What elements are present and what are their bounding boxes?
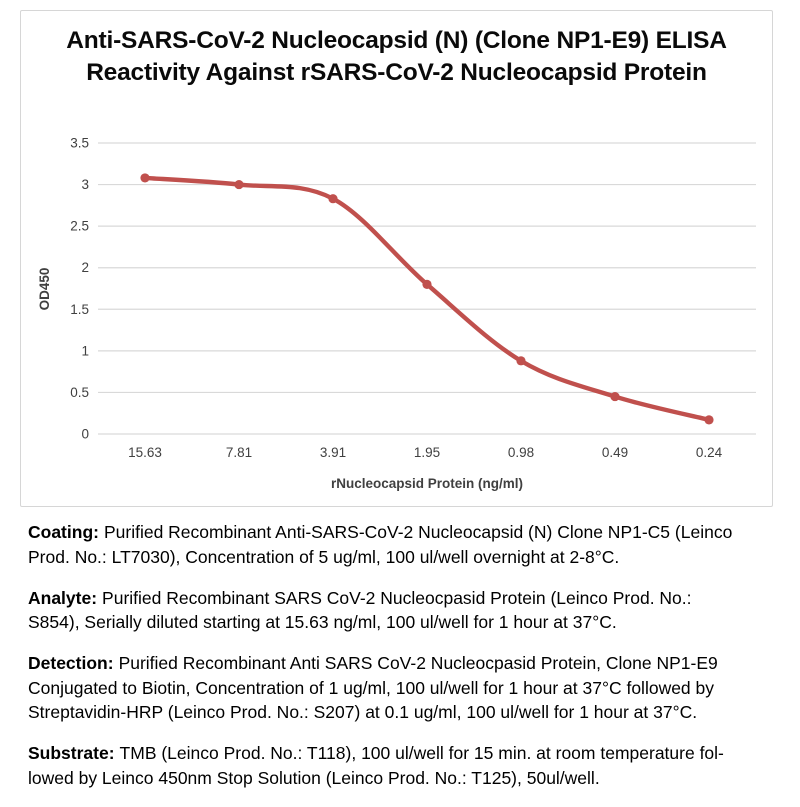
note-substrate bbox=[28, 741, 788, 790]
note-text: TMB (Leinco Prod. No.: T118), 100 ul/well for 15 min. at room temperature fol- bbox=[119, 743, 724, 763]
data-point-marker bbox=[704, 415, 713, 424]
y-tick-label: 3 bbox=[81, 177, 89, 193]
series-line bbox=[145, 178, 709, 420]
y-tick-label: 3.5 bbox=[70, 135, 89, 151]
note-text: Conjugated to Biotin, Concentration of 1 ug/ml, 100 ul/well for 1 hour at 37°C followed by bbox=[28, 677, 715, 698]
note-text: Purified Recombinant SARS CoV-2 Nucleocpasid Protein (Leinco Prod. No.: bbox=[102, 587, 692, 608]
y-tick-label: 0.5 bbox=[70, 384, 89, 400]
data-point-marker bbox=[140, 173, 149, 182]
data-point-marker bbox=[516, 356, 525, 365]
x-tick-label: 0.24 bbox=[695, 445, 723, 460]
x-tick-label: 7.81 bbox=[225, 445, 253, 460]
assay-notes bbox=[28, 520, 788, 807]
note-text: lowed by Leinco 450nm Stop Solution (Leinco Prod. No.: T125), 50ul/well. bbox=[28, 767, 600, 788]
note-label-detection: Detection: bbox=[28, 653, 114, 673]
y-tick-label: 2 bbox=[81, 260, 89, 276]
note-text: Prod. No.: LT7030), Concentration of 5 ug/ml, 100 ul/well overnight at 2-8°C. bbox=[28, 546, 620, 567]
y-tick-label: 1 bbox=[81, 343, 89, 359]
note-label-substrate: Substrate: bbox=[28, 743, 115, 763]
elisa-line-chart bbox=[21, 11, 774, 508]
y-axis-title: OD450 bbox=[37, 267, 52, 311]
chart-title-line1: Anti-SARS-CoV-2 Nucleocapsid (N) (Clone NP1-E9) ELISA bbox=[66, 27, 727, 54]
x-tick-label: 0.49 bbox=[601, 445, 629, 460]
x-tick-label: 0.98 bbox=[507, 445, 535, 460]
x-tick-label: 1.95 bbox=[413, 445, 441, 460]
y-tick-label: 0 bbox=[81, 426, 89, 442]
note-text: Streptavidin-HRP (Leinco Prod. No.: S207) at 0.1 ug/ml, 100 ul/well for 1 hour at 37°C. bbox=[28, 702, 698, 722]
note-detection bbox=[28, 651, 788, 725]
x-tick-label: 3.91 bbox=[319, 445, 347, 460]
note-label-coating: Coating: bbox=[28, 522, 99, 542]
note-text: Purified Recombinant Anti SARS CoV-2 Nucleocpasid Protein, Clone NP1-E9 bbox=[118, 653, 718, 673]
note-coating bbox=[28, 520, 788, 569]
data-point-marker bbox=[610, 392, 619, 401]
note-text: Purified Recombinant Anti-SARS-CoV-2 Nucleocapsid (N) Clone NP1-C5 (Leinco bbox=[103, 522, 733, 542]
note-label-analyte: Analyte: bbox=[28, 587, 98, 608]
y-tick-label: 1.5 bbox=[70, 301, 89, 317]
x-tick-label: 15.63 bbox=[128, 445, 162, 460]
data-point-marker bbox=[234, 180, 243, 189]
data-point-marker bbox=[422, 280, 431, 289]
elisa-figure-card bbox=[20, 10, 773, 507]
data-point-marker bbox=[328, 194, 337, 203]
y-tick-label: 2.5 bbox=[70, 218, 89, 234]
note-analyte bbox=[28, 586, 788, 635]
x-axis-title: rNucleocapsid Protein (ng/ml) bbox=[330, 476, 524, 491]
chart-title-line2: Reactivity Against rSARS-CoV-2 Nucleocapsid Protein bbox=[86, 59, 707, 86]
note-text: S854), Serially diluted starting at 15.63 ng/ml, 100 ul/well for 1 hour at 37°C. bbox=[28, 612, 617, 632]
